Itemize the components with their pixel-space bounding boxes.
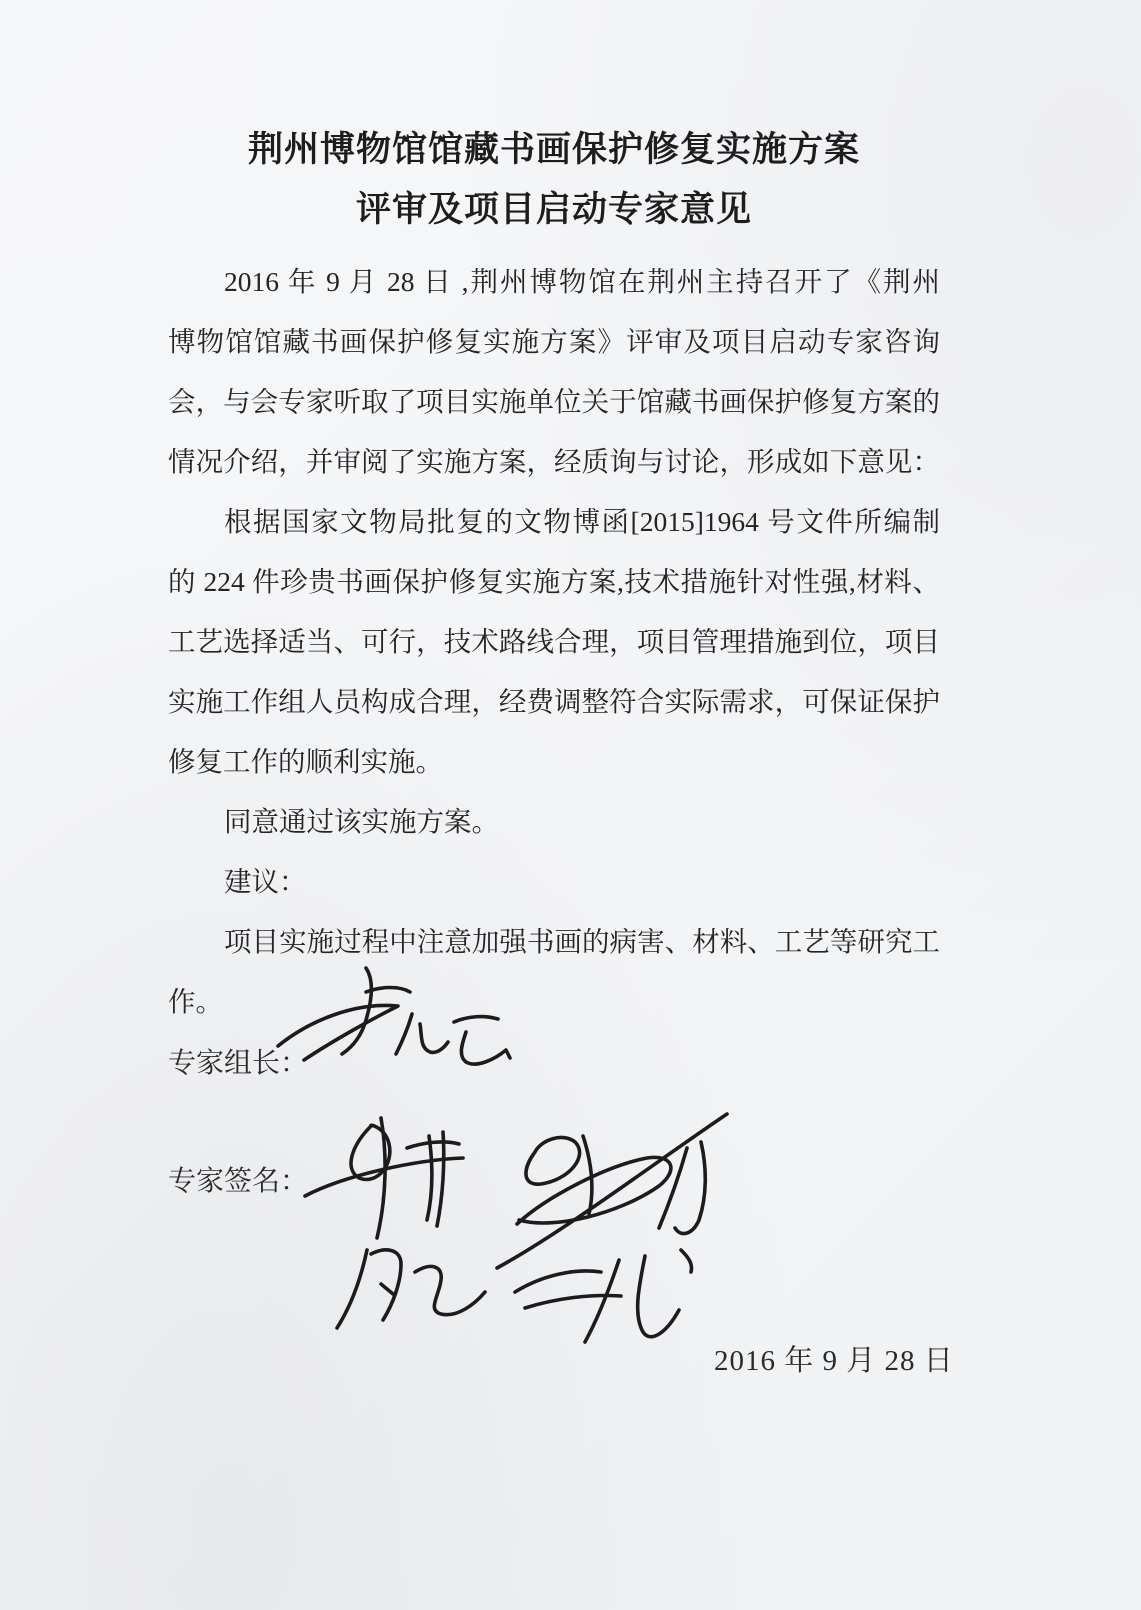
body-line-9: 修复工作的顺利实施。 [168, 746, 443, 777]
expert-leader-label: 专家组长： [168, 1048, 309, 1079]
body-line-5: 根据国家文物局批复的文物博函[2015]1964 号文件所编制 [224, 506, 940, 537]
body-line-8: 实施工作组人员构成合理，经费调整符合实际需求，可保证保护 [168, 686, 940, 717]
body-line-4: 情况介绍，并审阅了实施方案，经质询与讨论，形成如下意见： [168, 446, 940, 477]
document-date: 2016 年 9 月 28 日 [714, 1345, 954, 1377]
expert-handwritten-signatures [283, 1092, 1013, 1357]
body-line-1: 2016 年 9 月 28 日 ,荆州博物馆在荆州主持召开了《荆州 [224, 266, 940, 297]
experts-signature-label: 专家签名： [168, 1166, 309, 1197]
body-line-6: 的 224 件珍贵书画保护修复实施方案,技术措施针对性强,材料、 [168, 566, 940, 597]
body-line-10: 同意通过该实施方案。 [224, 806, 499, 837]
body-line-3: 会，与会专家听取了项目实施单位关于馆藏书画保护修复方案的 [168, 386, 940, 417]
leader-handwritten-signature [270, 962, 520, 1087]
document-title-line1: 荆州博物馆馆藏书画保护修复实施方案 [247, 130, 860, 169]
body-line-11: 建议： [224, 866, 307, 897]
document-title-line2: 评审及项目启动专家意见 [355, 190, 752, 229]
body-line-7: 工艺选择适当、可行，技术路线合理，项目管理措施到位，项目 [168, 626, 940, 657]
body-line-2: 博物馆馆藏书画保护修复实施方案》评审及项目启动专家咨询 [168, 326, 940, 357]
body-line-12: 项目实施过程中注意加强书画的病害、材料、工艺等研究工 [224, 926, 940, 957]
body-line-13: 作。 [168, 986, 223, 1017]
